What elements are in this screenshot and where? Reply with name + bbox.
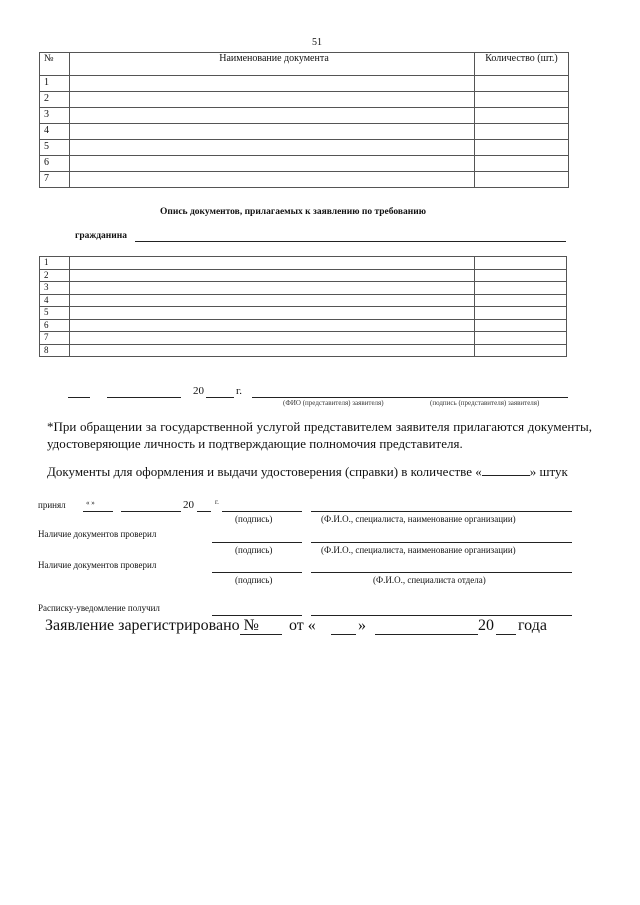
registered-day-field[interactable] bbox=[331, 634, 356, 635]
checked1-caption-fio: (Ф.И.О., специалиста, наименование организации) bbox=[321, 545, 516, 555]
table-row bbox=[40, 307, 567, 320]
checked2-label: Наличие документов проверил bbox=[38, 560, 157, 570]
accepted-year-prefix: 20 bbox=[183, 499, 194, 511]
quantity-cell[interactable] bbox=[475, 76, 569, 92]
accepted-year-suffix: г. bbox=[215, 498, 219, 506]
document-name-cell[interactable] bbox=[70, 282, 475, 295]
table-row bbox=[40, 124, 569, 140]
registered-year-field[interactable] bbox=[496, 634, 516, 635]
document-name-cell[interactable] bbox=[70, 307, 475, 320]
table-row bbox=[40, 269, 567, 282]
checked1-caption-sign: (подпись) bbox=[235, 545, 273, 555]
docs-count-field[interactable] bbox=[482, 463, 530, 476]
quantity-cell[interactable] bbox=[475, 124, 569, 140]
quantity-cell[interactable] bbox=[475, 269, 567, 282]
document-name-cell[interactable] bbox=[70, 76, 475, 92]
checked2-signature-field[interactable] bbox=[212, 572, 302, 573]
table-row bbox=[40, 344, 567, 357]
accepted-day-quotes: « » bbox=[86, 499, 95, 507]
document-name-cell[interactable] bbox=[70, 332, 475, 345]
document-name-cell[interactable] bbox=[70, 344, 475, 357]
row-number: 1 bbox=[40, 76, 70, 92]
registered-number-field[interactable] bbox=[240, 634, 282, 635]
date-year-field[interactable] bbox=[206, 397, 234, 398]
caption-fio: (ФИО (представителя) заявителя) bbox=[283, 399, 384, 407]
checked2-caption-fio: (Ф.И.О., специалиста отдела) bbox=[373, 575, 486, 585]
table-row bbox=[40, 156, 569, 172]
quantity-cell[interactable] bbox=[475, 332, 567, 345]
checked1-signature-field[interactable] bbox=[212, 542, 302, 543]
quantity-cell[interactable] bbox=[475, 156, 569, 172]
table-row bbox=[40, 172, 569, 188]
row-number: 6 bbox=[40, 319, 70, 332]
accepted-label: принял bbox=[38, 500, 66, 510]
quantity-cell[interactable] bbox=[475, 319, 567, 332]
documents-table-2 bbox=[39, 256, 567, 357]
row-number: 3 bbox=[40, 282, 70, 295]
document-name-cell[interactable] bbox=[70, 108, 475, 124]
date-day-field[interactable] bbox=[68, 397, 90, 398]
document-name-cell[interactable] bbox=[70, 172, 475, 188]
quantity-cell[interactable] bbox=[475, 344, 567, 357]
document-name-cell[interactable] bbox=[70, 257, 475, 270]
quantity-cell[interactable] bbox=[475, 257, 567, 270]
table-row bbox=[40, 108, 569, 124]
quantity-cell[interactable] bbox=[475, 92, 569, 108]
table-row bbox=[40, 92, 569, 108]
page-number: 51 bbox=[312, 37, 322, 48]
quantity-cell[interactable] bbox=[475, 172, 569, 188]
receipt-fio-field[interactable] bbox=[311, 615, 572, 616]
document-name-cell[interactable] bbox=[70, 294, 475, 307]
quantity-cell[interactable] bbox=[475, 307, 567, 320]
caption-signature: (подпись (представителя) заявителя) bbox=[430, 399, 540, 407]
document-name-cell[interactable] bbox=[70, 92, 475, 108]
table-row bbox=[40, 332, 567, 345]
registered-month-field[interactable] bbox=[375, 634, 478, 635]
docs-count-line bbox=[47, 463, 568, 480]
row-number: 3 bbox=[40, 108, 70, 124]
row-number: 4 bbox=[40, 294, 70, 307]
accepted-month-field[interactable] bbox=[121, 511, 181, 512]
header-number: № bbox=[40, 53, 70, 76]
accepted-year-field[interactable] bbox=[197, 511, 211, 512]
quantity-cell[interactable] bbox=[475, 140, 569, 156]
registered-suffix: года bbox=[518, 617, 547, 634]
header-document-name: Наименование документа bbox=[70, 53, 475, 76]
accepted-fio-field[interactable] bbox=[311, 511, 572, 512]
quantity-cell[interactable] bbox=[475, 282, 567, 295]
representative-note: *При обращении за государственной услугой представителем заявителя прилагаются документы, удостоверяющие личность и подтверждающие полномочия представителя. bbox=[47, 419, 592, 451]
document-name-cell[interactable] bbox=[70, 140, 475, 156]
checked2-caption-sign: (подпись) bbox=[235, 575, 273, 585]
receipt-label: Расписку-уведомление получил bbox=[38, 603, 160, 613]
accepted-signature-field[interactable] bbox=[222, 511, 302, 512]
row-number: 2 bbox=[40, 92, 70, 108]
registered-label: Заявление зарегистрировано № bbox=[45, 617, 259, 634]
table-row bbox=[40, 257, 567, 270]
docs-count-prefix: Документы для оформления и выдачи удостоверения (справки) в количестве « bbox=[47, 464, 482, 479]
row-number: 7 bbox=[40, 332, 70, 345]
registered-from: от « bbox=[289, 617, 316, 634]
row-number: 7 bbox=[40, 172, 70, 188]
row-number: 6 bbox=[40, 156, 70, 172]
docs-count-suffix: » штук bbox=[529, 464, 568, 479]
year-suffix: г. bbox=[236, 385, 243, 397]
row-number: 8 bbox=[40, 344, 70, 357]
row-number: 5 bbox=[40, 140, 70, 156]
registered-year-prefix: 20 bbox=[478, 617, 494, 634]
table-row bbox=[40, 294, 567, 307]
applicant-signature-field[interactable] bbox=[252, 397, 568, 398]
quantity-cell[interactable] bbox=[475, 294, 567, 307]
table-row bbox=[40, 76, 569, 92]
table-header bbox=[40, 53, 569, 76]
document-name-cell[interactable] bbox=[70, 156, 475, 172]
row-number: 2 bbox=[40, 269, 70, 282]
documents-table-1 bbox=[39, 52, 569, 188]
row-number: 4 bbox=[40, 124, 70, 140]
table-row bbox=[40, 282, 567, 295]
row-number: 1 bbox=[40, 257, 70, 270]
citizen-name-field[interactable] bbox=[135, 241, 566, 242]
table-row bbox=[40, 140, 569, 156]
year-prefix: 20 bbox=[193, 385, 204, 397]
citizen-label: гражданина bbox=[75, 231, 127, 241]
table-row bbox=[40, 319, 567, 332]
checked1-label: Наличие документов проверил bbox=[38, 529, 157, 539]
header-quantity: Количество (шт.) bbox=[475, 53, 569, 76]
document-name-cell[interactable] bbox=[70, 319, 475, 332]
inventory-title: Опись документов, прилагаемых к заявлению по требованию bbox=[160, 207, 426, 217]
checked2-fio-field[interactable] bbox=[311, 572, 572, 573]
accepted-caption-fio: (Ф.И.О., специалиста, наименование организации) bbox=[321, 514, 516, 524]
accepted-caption-sign: (подпись) bbox=[235, 514, 273, 524]
row-number: 5 bbox=[40, 307, 70, 320]
receipt-signature-field[interactable] bbox=[212, 615, 302, 616]
document-name-cell[interactable] bbox=[70, 124, 475, 140]
accepted-day-field[interactable] bbox=[83, 511, 113, 512]
quantity-cell[interactable] bbox=[475, 108, 569, 124]
document-name-cell[interactable] bbox=[70, 269, 475, 282]
registered-close-quote: » bbox=[358, 617, 366, 634]
checked1-fio-field[interactable] bbox=[311, 542, 572, 543]
date-month-field[interactable] bbox=[107, 397, 181, 398]
